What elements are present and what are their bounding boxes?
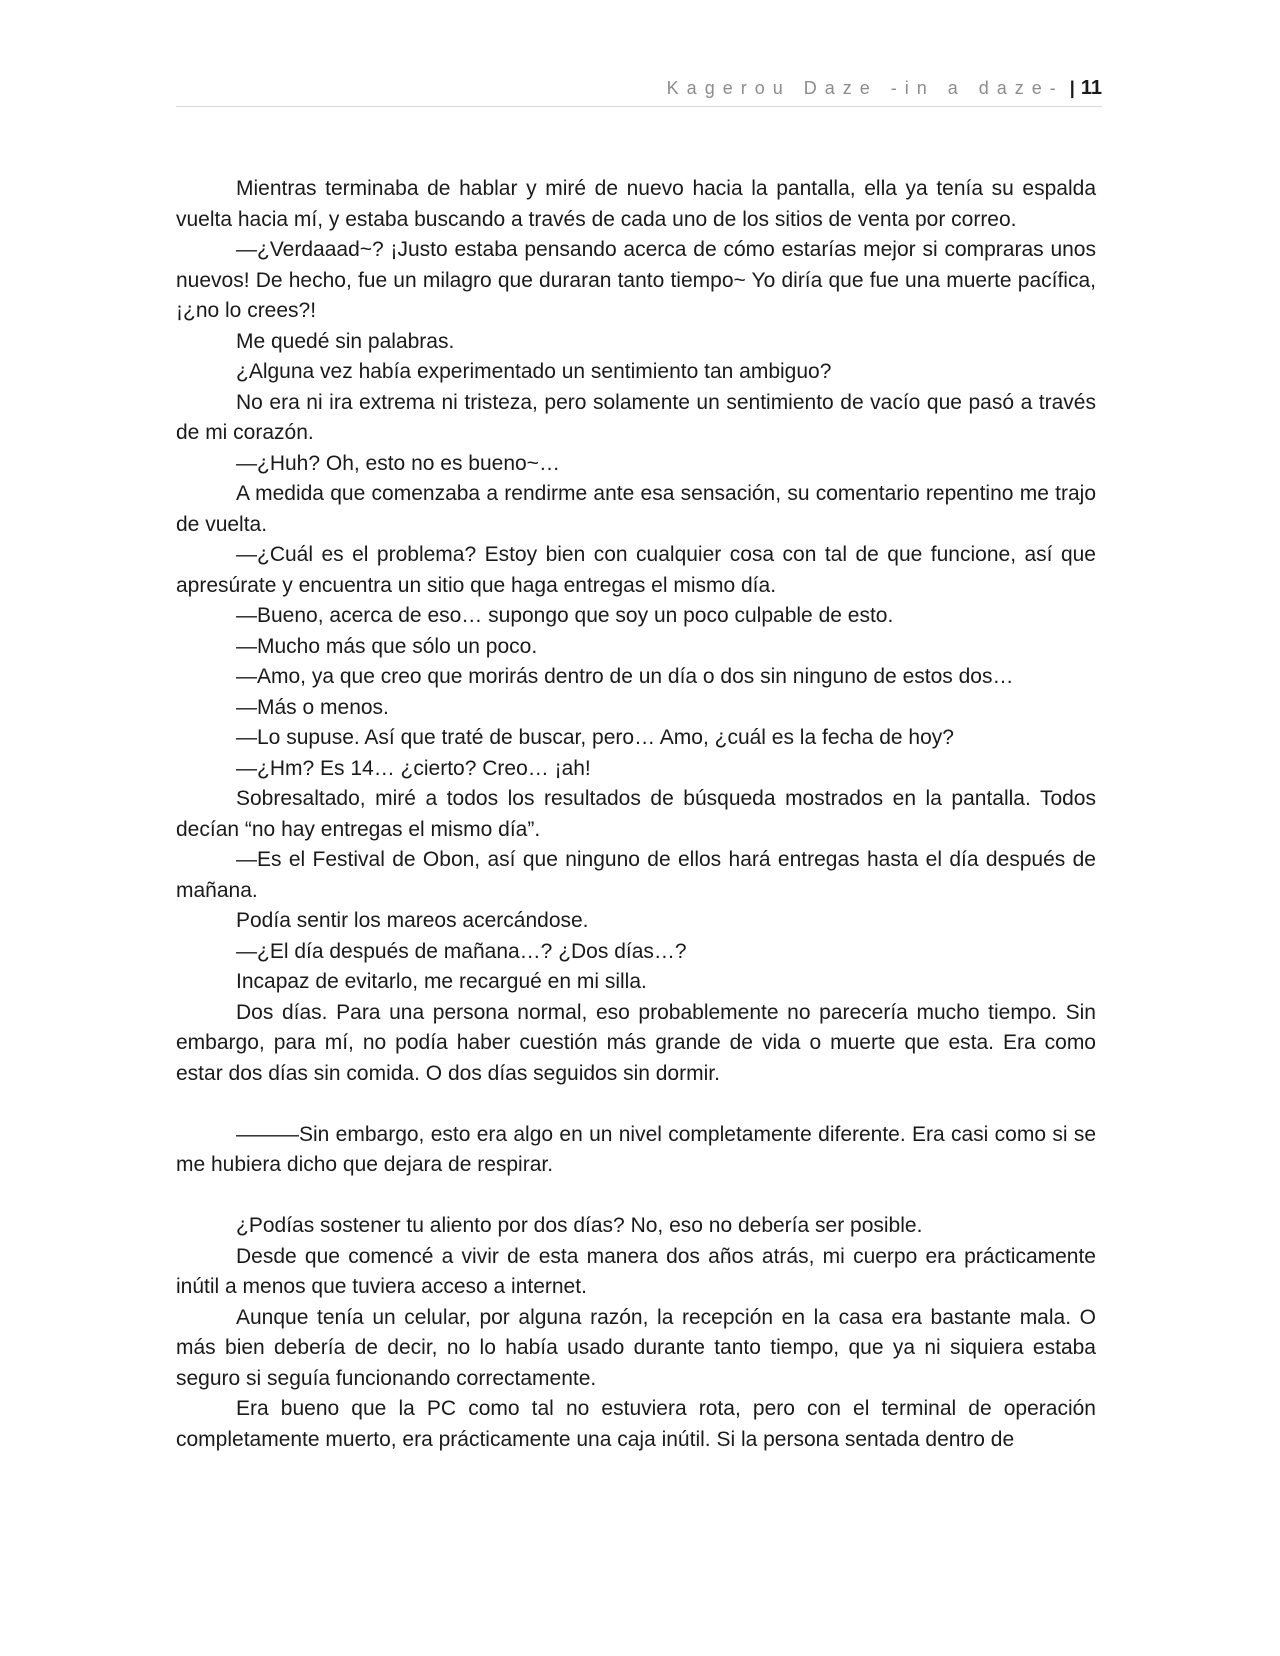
body-text [176, 174, 1096, 1455]
paragraph: —Bueno, acerca de eso… supongo que soy un poco culpable de esto. [236, 604, 894, 627]
book-title: Kagerou Daze -in a daze- [666, 78, 1064, 98]
running-header [176, 74, 1102, 107]
paragraph: —¿Cuál es el problema? Estoy bien con cualquier cosa con tal de que funcione, así que apresúrate y encuentra un sitio que haga entregas el mismo día. [176, 543, 1096, 597]
paragraph: ¿Alguna vez había experimentado un sentimiento tan ambiguo? [236, 360, 832, 383]
paragraph: Mientras terminaba de hablar y miré de nuevo hacia la pantalla, ella ya tenía su espalda vuelta hacia mí, y estaba buscando a través de cada uno de los sitios de venta por correo. [176, 177, 1096, 231]
paragraph: —Más o menos. [236, 695, 389, 719]
paragraph: Incapaz de evitarlo, me recargué en mi silla. [236, 970, 647, 993]
paragraph: —Mucho más que sólo un poco. [236, 634, 538, 658]
paragraph: Aunque tenía un celular, por alguna razón, la recepción en la casa era bastante mala. O más bien debería de decir, no lo había usado durante tanto tiempo, que ya ni siquiera estaba seguro si seguía funcionando correctamente. [176, 1305, 1096, 1390]
paragraph: ¿Podías sostener tu aliento por dos días? No, eso no debería ser posible. [236, 1214, 923, 1237]
paragraph: Podía sentir los mareos acercándose. [236, 909, 589, 932]
paragraph: Dos días. Para una persona normal, eso probablemente no parecería mucho tiempo. Sin embargo, para mí, no podía haber cuestión más grande de vida o muerte que esta. Era como estar dos días sin comida. O dos días seguidos sin dormir. [176, 1000, 1096, 1085]
paragraph: ———Sin embargo, esto era algo en un nivel completamente diferente. Era casi como si se me hubiera dicho que dejara de respirar. [176, 1122, 1096, 1176]
header-separator: | [1069, 78, 1075, 98]
paragraph: —¿Verdaaad~? ¡Justo estaba pensando acerca de cómo estarías mejor si compraras unos nuevos! De hecho, fue un milagro que duraran tanto tiempo~ Yo diría que fue una muerte pacífica, ¡¿no lo crees?! [176, 238, 1096, 322]
paragraph: No era ni ira extrema ni tristeza, pero solamente un sentimiento de vacío que pasó a través de mi corazón. [176, 390, 1096, 444]
paragraph: —Lo supuse. Así que traté de buscar, pero… Amo, ¿cuál es la fecha de hoy? [236, 726, 954, 749]
paragraph: Era bueno que la PC como tal no estuviera rota, pero con el terminal de operación completamente muerto, era prácticamente una caja inútil. Si la persona sentada dentro de [176, 1397, 1096, 1451]
paragraph: A medida que comenzaba a rendirme ante esa sensación, su comentario repentino me trajo de vuelta. [176, 482, 1096, 536]
paragraph: —Amo, ya que creo que morirás dentro de un día o dos sin ninguno de estos dos… [236, 665, 1014, 688]
paragraph: —¿El día después de mañana…? ¿Dos días…? [236, 939, 687, 963]
paragraph: —Es el Festival de Obon, así que ninguno de ellos hará entregas hasta el día después de mañana. [176, 848, 1096, 902]
paragraph: Me quedé sin palabras. [236, 329, 455, 353]
paragraph: Desde que comencé a vivir de esta manera dos años atrás, mi cuerpo era prácticamente inútil a menos que tuviera acceso a internet. [176, 1244, 1096, 1298]
paragraph: —¿Huh? Oh, esto no es bueno~… [236, 451, 560, 475]
paragraph-spacer [176, 1181, 1096, 1212]
paragraph: —¿Hm? Es 14… ¿cierto? Creo… ¡ah! [236, 756, 591, 780]
paragraph-spacer [176, 1089, 1096, 1120]
page-number: 11 [1080, 77, 1102, 99]
paragraph: Sobresaltado, miré a todos los resultados de búsqueda mostrados en la pantalla. Todos decían “no hay entregas el mismo día”. [176, 787, 1096, 841]
